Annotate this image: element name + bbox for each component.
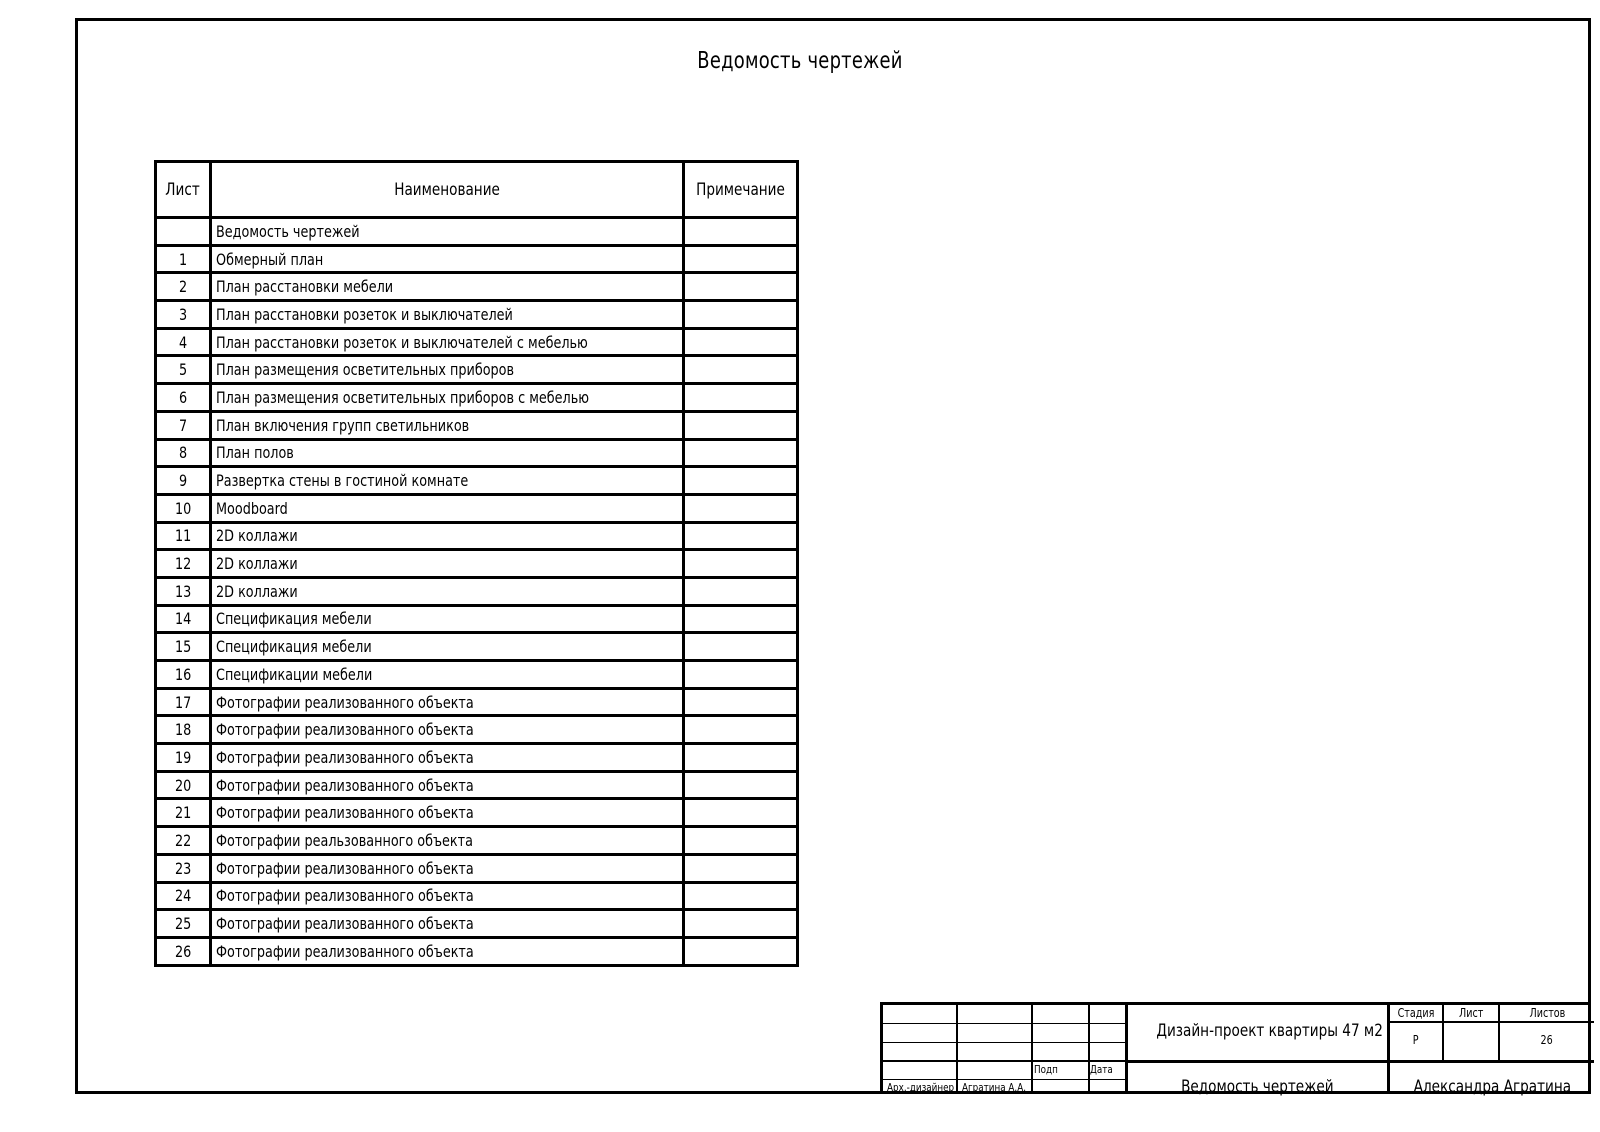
note-cell bbox=[684, 328, 798, 356]
table-row bbox=[156, 328, 798, 356]
note-cell bbox=[684, 661, 798, 689]
drawing-name-cell: Ведомость чертежей bbox=[211, 218, 684, 246]
signature-label: Подп bbox=[1034, 1063, 1058, 1076]
date-label: Дата bbox=[1090, 1063, 1113, 1076]
sheet-number-cell: 6 bbox=[156, 384, 211, 412]
note-cell bbox=[684, 384, 798, 412]
note-cell bbox=[684, 356, 798, 384]
drawing-name-cell: План полов bbox=[211, 439, 684, 467]
sheet-number-cell: 19 bbox=[156, 744, 211, 772]
sheet-number-cell: 4 bbox=[156, 328, 211, 356]
note-cell bbox=[684, 439, 798, 467]
table-row bbox=[156, 356, 798, 384]
table-row bbox=[156, 550, 798, 578]
note-cell bbox=[684, 854, 798, 882]
drawing-name-cell: 2D коллажи bbox=[211, 550, 684, 578]
note-cell bbox=[684, 494, 798, 522]
stage-value: Р bbox=[1413, 1033, 1419, 1047]
drawing-name-cell: План расстановки мебели bbox=[211, 273, 684, 301]
note-cell bbox=[684, 633, 798, 661]
table-row bbox=[156, 494, 798, 522]
drawing-name-cell: Фотографии реализованного объекта bbox=[211, 937, 684, 965]
note-cell bbox=[684, 882, 798, 910]
drawing-name-cell: План включения групп светильников bbox=[211, 411, 684, 439]
drawing-name-cell: 2D коллажи bbox=[211, 522, 684, 550]
sheet-number-cell: 9 bbox=[156, 467, 211, 495]
sheet-number-cell: 20 bbox=[156, 771, 211, 799]
project-name: Дизайн-проект квартиры 47 м2 bbox=[1156, 1021, 1383, 1041]
sheet-number-cell: 10 bbox=[156, 494, 211, 522]
table-body bbox=[156, 218, 798, 966]
sheet-number-cell: 22 bbox=[156, 827, 211, 855]
table-row bbox=[156, 661, 798, 689]
table-header-row bbox=[156, 162, 798, 218]
drawing-name-cell: Фотографии реализованного объекта bbox=[211, 799, 684, 827]
sheet-number-cell: 1 bbox=[156, 245, 211, 273]
sheets-count-value: 26 bbox=[1540, 1033, 1554, 1047]
table-row bbox=[156, 273, 798, 301]
note-cell bbox=[684, 744, 798, 772]
note-cell bbox=[684, 411, 798, 439]
drawing-name-cell: Фотографии реализованного объекта bbox=[211, 771, 684, 799]
note-cell bbox=[684, 910, 798, 938]
table-row bbox=[156, 882, 798, 910]
sheet-number-cell: 5 bbox=[156, 356, 211, 384]
sheet-number-cell: 21 bbox=[156, 799, 211, 827]
drawing-name-cell: Фотографии реализованного объекта bbox=[211, 744, 684, 772]
note-cell bbox=[684, 301, 798, 329]
drawings-list-table bbox=[154, 160, 799, 967]
table-row bbox=[156, 937, 798, 965]
note-cell bbox=[684, 577, 798, 605]
sheet-number-cell: 7 bbox=[156, 411, 211, 439]
sheet-number-cell: 15 bbox=[156, 633, 211, 661]
sheet-number-label: Лист bbox=[1458, 1006, 1484, 1020]
note-cell bbox=[684, 273, 798, 301]
drawing-name-cell: Фотографии реализованного объекта bbox=[211, 688, 684, 716]
sheet-number-cell: 13 bbox=[156, 577, 211, 605]
sheet-number-cell: 12 bbox=[156, 550, 211, 578]
table-row bbox=[156, 467, 798, 495]
table-row bbox=[156, 771, 798, 799]
drawing-name-cell: 2D коллажи bbox=[211, 577, 684, 605]
table-row bbox=[156, 577, 798, 605]
table-row bbox=[156, 384, 798, 412]
sheets-count-label: Листов bbox=[1529, 1006, 1565, 1020]
note-cell bbox=[684, 799, 798, 827]
header-sheet: Лист bbox=[156, 162, 211, 218]
drawing-name-cell: Фотографии реализованного объекта bbox=[211, 854, 684, 882]
table-row bbox=[156, 439, 798, 467]
table-row bbox=[156, 827, 798, 855]
header-name: Наименование bbox=[211, 162, 684, 218]
table-row bbox=[156, 688, 798, 716]
page-title: Ведомость чертежей bbox=[697, 48, 903, 74]
sheet-number-cell: 26 bbox=[156, 937, 211, 965]
table-row bbox=[156, 799, 798, 827]
drawing-name-cell: План расстановки розеток и выключателей с мебелью bbox=[211, 328, 684, 356]
table-row bbox=[156, 218, 798, 246]
drawing-name-cell: План размещения осветительных приборов bbox=[211, 356, 684, 384]
note-cell bbox=[684, 467, 798, 495]
table-row bbox=[156, 716, 798, 744]
note-cell bbox=[684, 937, 798, 965]
table-row bbox=[156, 910, 798, 938]
stage-label: Стадия bbox=[1397, 1006, 1435, 1020]
note-cell bbox=[684, 605, 798, 633]
sheet-number-cell: 16 bbox=[156, 661, 211, 689]
sheet-number-cell: 2 bbox=[156, 273, 211, 301]
drawing-name-cell: Moodboard bbox=[211, 494, 684, 522]
table-row bbox=[156, 854, 798, 882]
note-cell bbox=[684, 688, 798, 716]
table-row bbox=[156, 245, 798, 273]
sheet-number-cell: 8 bbox=[156, 439, 211, 467]
drawing-name-cell: Фотографии реализованного объекта bbox=[211, 716, 684, 744]
role-label: Арх.-дизайнер bbox=[887, 1081, 955, 1094]
sheet-number-cell bbox=[156, 218, 211, 246]
table-row bbox=[156, 301, 798, 329]
drawing-name-cell: Спецификация мебели bbox=[211, 605, 684, 633]
table-row bbox=[156, 744, 798, 772]
sheet-number-cell: 18 bbox=[156, 716, 211, 744]
drawing-name-cell: Обмерный план bbox=[211, 245, 684, 273]
sheet-number-cell: 11 bbox=[156, 522, 211, 550]
sheet-number-cell: 14 bbox=[156, 605, 211, 633]
sheet-number-cell: 23 bbox=[156, 854, 211, 882]
note-cell bbox=[684, 771, 798, 799]
drawing-name-cell: Спецификация мебели bbox=[211, 633, 684, 661]
drawing-name-cell: Фотографии реализованного объекта bbox=[211, 882, 684, 910]
drawing-name-cell: Фотографии реализованного объекта bbox=[211, 910, 684, 938]
drawing-name-cell: План расстановки розеток и выключателей bbox=[211, 301, 684, 329]
sheet-number-cell: 25 bbox=[156, 910, 211, 938]
drawing-name-cell: Фотографии реальзованного объекта bbox=[211, 827, 684, 855]
author-name: Агратина А.А. bbox=[962, 1081, 1027, 1094]
sheet-title: Ведомость чертежей bbox=[1181, 1077, 1334, 1097]
drawing-name-cell: План размещения осветительных приборов с мебелью bbox=[211, 384, 684, 412]
note-cell bbox=[684, 550, 798, 578]
drawing-name-cell: Развертка стены в гостиной комнате bbox=[211, 467, 684, 495]
note-cell bbox=[684, 827, 798, 855]
note-cell bbox=[684, 245, 798, 273]
table-row bbox=[156, 522, 798, 550]
drawing-name-cell: Спецификации мебели bbox=[211, 661, 684, 689]
sheet-number-cell: 3 bbox=[156, 301, 211, 329]
sheet-number-value bbox=[1444, 1033, 1498, 1047]
organization-name: Александра Агратина bbox=[1413, 1077, 1571, 1097]
sheet-number-cell: 24 bbox=[156, 882, 211, 910]
table-row bbox=[156, 633, 798, 661]
header-note: Примечание bbox=[684, 162, 798, 218]
title-block bbox=[880, 1002, 1591, 1097]
table-row bbox=[156, 411, 798, 439]
note-cell bbox=[684, 716, 798, 744]
table-row bbox=[156, 605, 798, 633]
sheet-number-cell: 17 bbox=[156, 688, 211, 716]
note-cell bbox=[684, 218, 798, 246]
note-cell bbox=[684, 522, 798, 550]
